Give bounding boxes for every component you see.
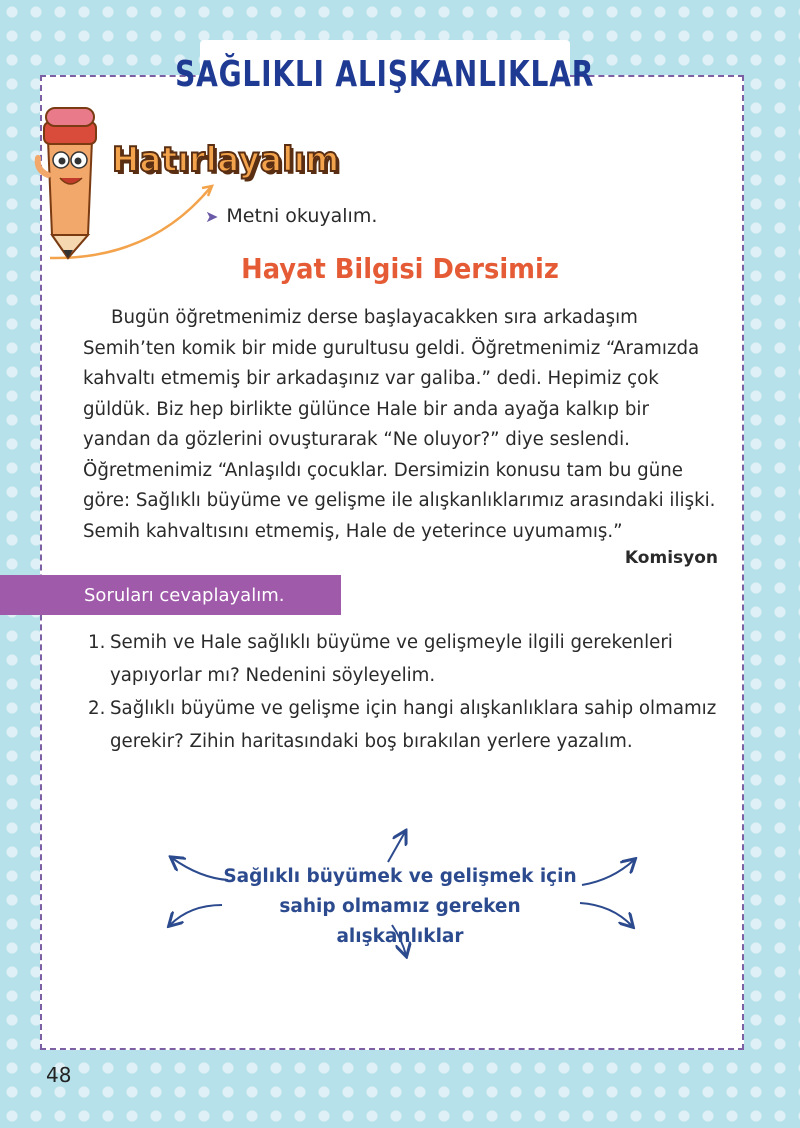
section-label: Hatırlayalım [112, 140, 340, 180]
questions-banner-text: Soruları cevaplayalım. [84, 584, 285, 606]
arrow-icon: ➤ [205, 206, 219, 226]
mindmap-center-text: Sağlıklı büyümek ve gelişmek için sahip olmamız gereken alışkanlıklar [223, 866, 577, 947]
questions-banner [0, 575, 341, 615]
page-title [175, 40, 595, 108]
story-title: Hayat Bilgisi Dersimiz [241, 252, 559, 285]
story-paragraph: Bugün öğretmenimiz derse başlayacakken sıra arkadaşım Semih’ten komik bir mide gurultusu geldi. Öğretmenimiz “Aramızda kahvaltı etmemiş bir arkadaşınız var galiba.” dedi. Hepimiz çok güldük. Biz hep birlikte gülünce Hale bir anda ayağa kalkıp bir yandan da gözlerini ovuşturarak “Ne oluyor?” diye seslendi. Öğretmenimiz “Anlaşıldı çocuklar. Dersimizin konusu tam bu güne göre: Sağlıklı büyüme ve gelişme ile alışkanlıklarımız arasındaki ilişki. Semih kahvaltısını etmemiş, Hale de yeterince uyumamış.” [83, 307, 716, 542]
story-author: Komisyon [624, 548, 718, 568]
question-number: 1. [88, 632, 106, 653]
story-text [83, 303, 723, 547]
page-title-text: SAĞLIKLI ALIŞKANLIKLAR [175, 53, 595, 95]
question-text: Semih ve Hale sağlıklı büyüme ve gelişmeyle ilgili gerekenleri yapıyorlar mı? Nedenini söyleyelim. [110, 632, 673, 686]
question-number: 2. [88, 698, 106, 719]
question-item [88, 626, 728, 692]
page-number: 48 [46, 1063, 72, 1087]
instruction-text: Metni okuyalım. [226, 205, 378, 227]
question-text: Sağlıklı büyüme ve gelişme için hangi alışkanlıklara sahip olmamız gerekir? Zihin haritasındaki boş bırakılan yerlere yazalım. [110, 698, 717, 752]
pencil-mascot-icon [30, 100, 110, 260]
question-item [88, 692, 728, 758]
question-list [88, 626, 728, 758]
instruction-line [205, 205, 377, 227]
